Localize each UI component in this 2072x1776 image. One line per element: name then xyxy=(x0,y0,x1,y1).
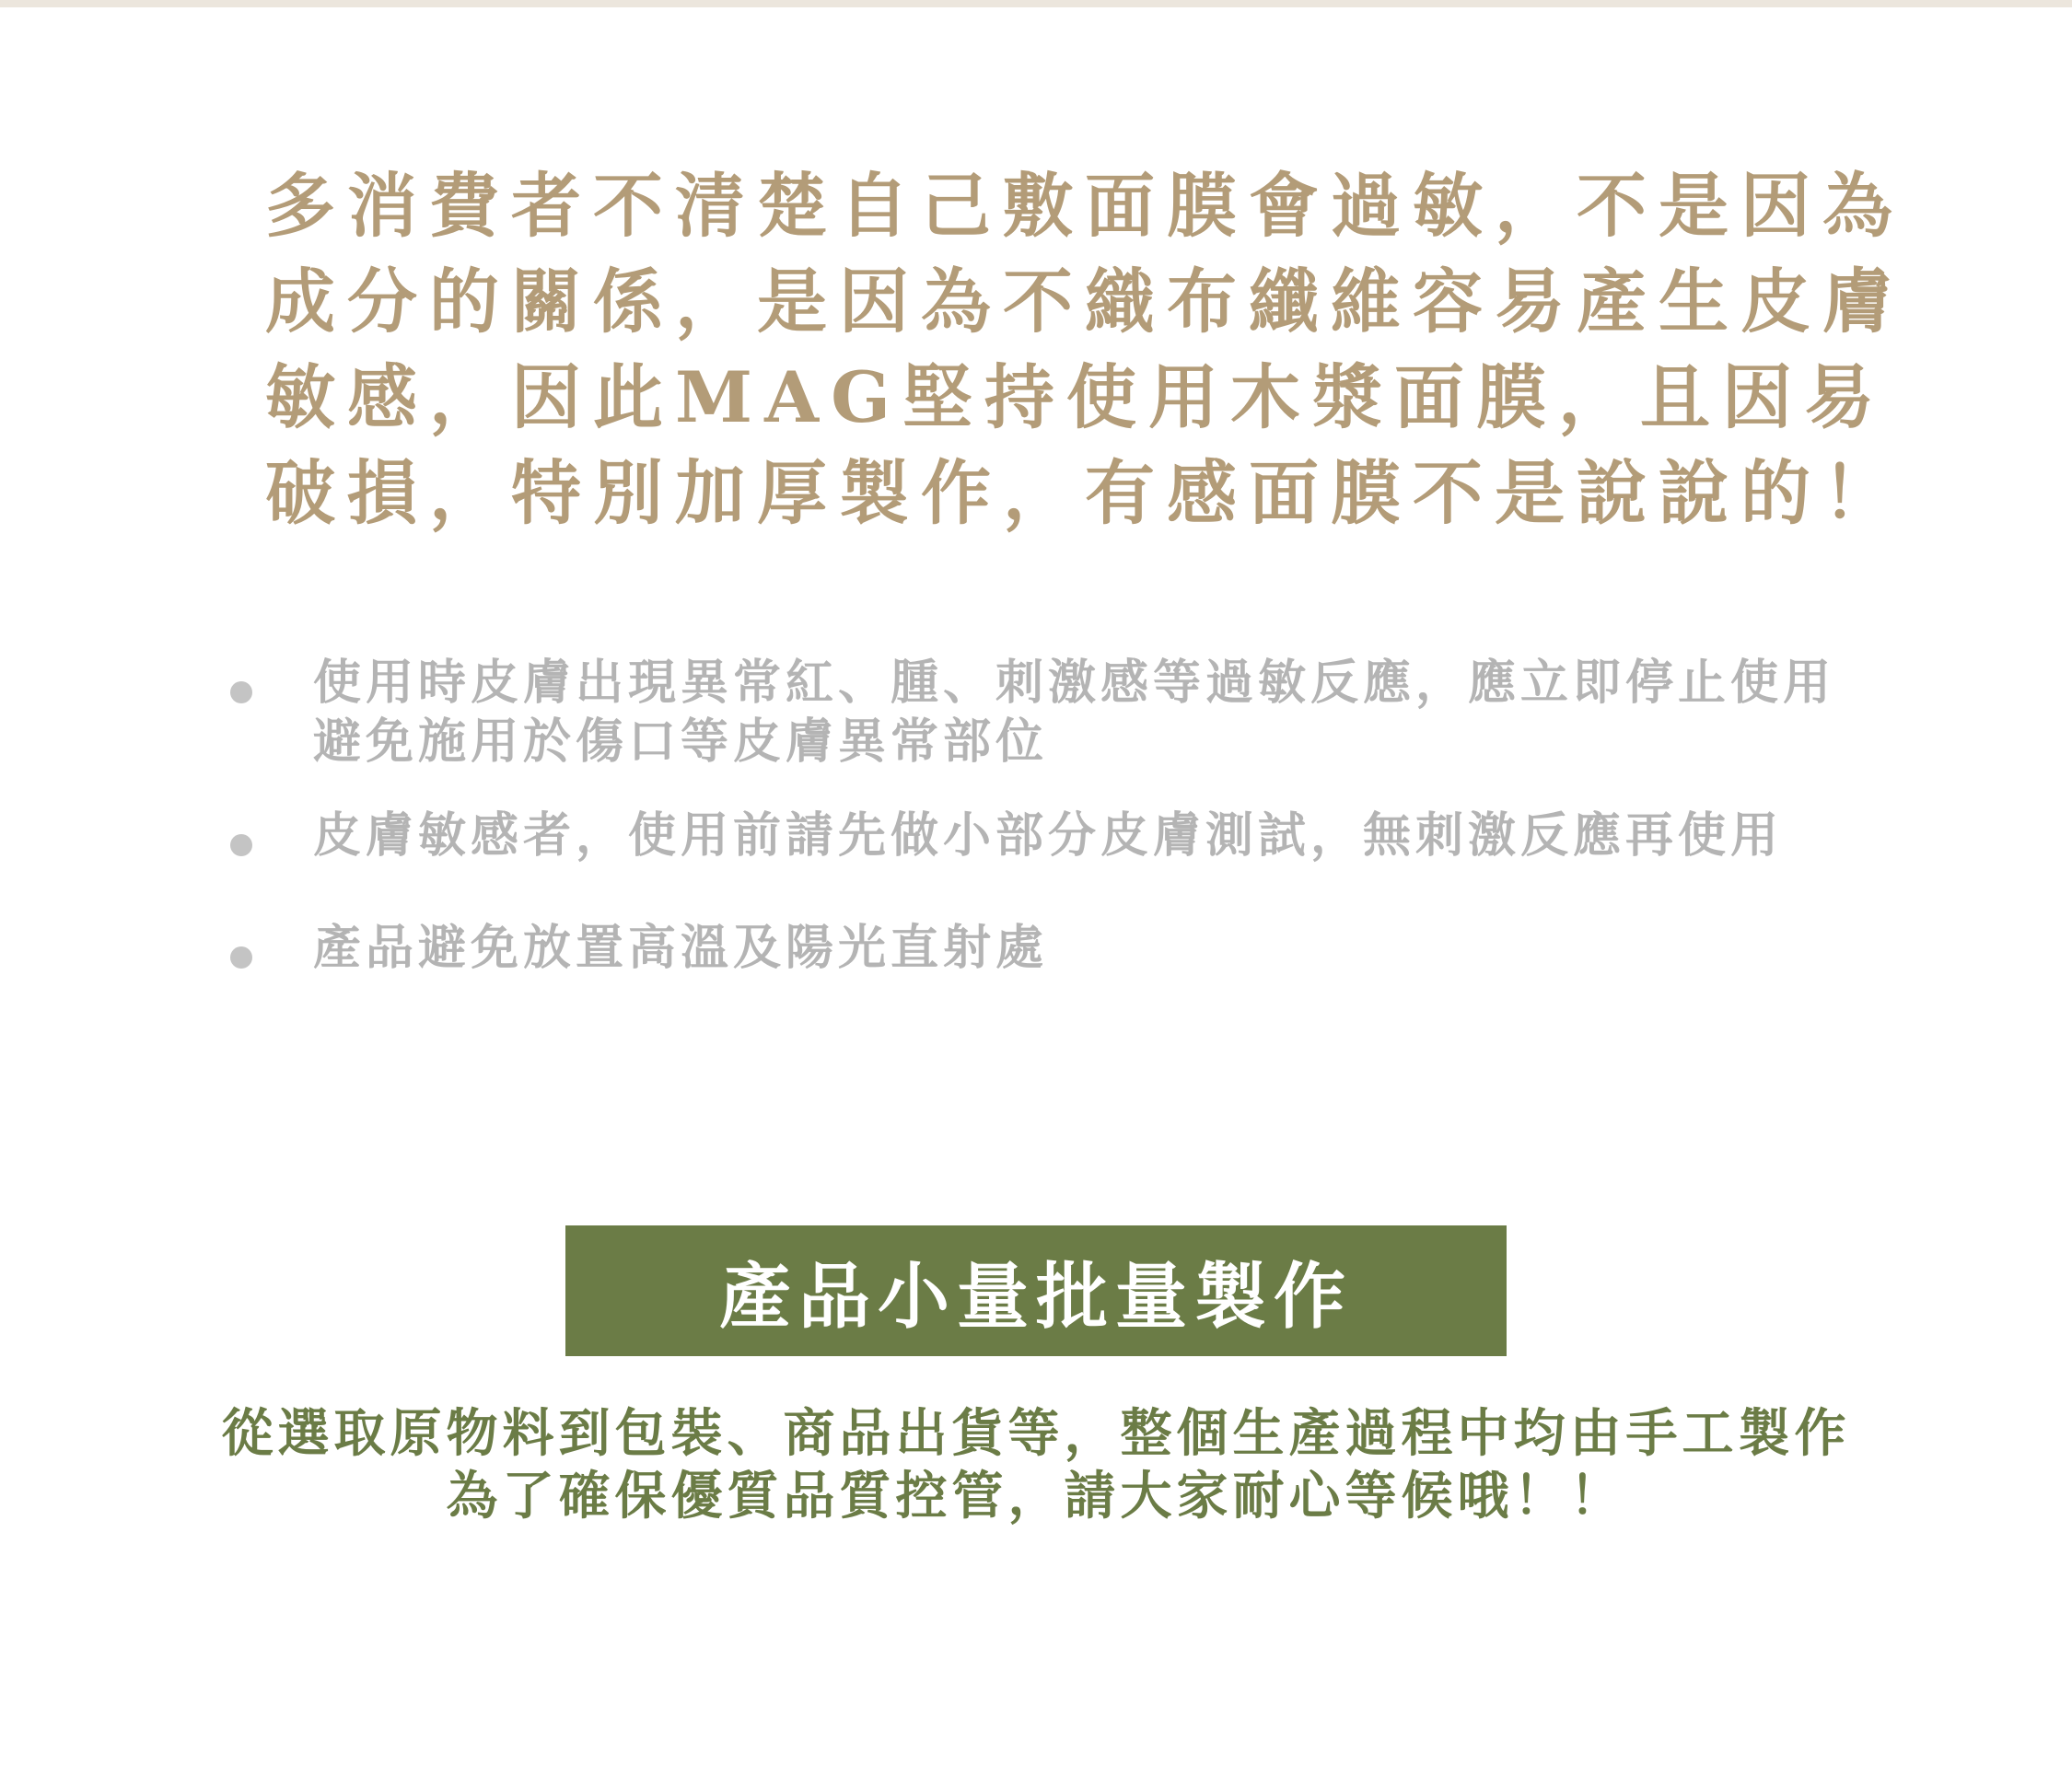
caution-line: 皮膚敏感者，使用前請先做小部分皮膚測試，無刺激反應再使用 xyxy=(313,807,1784,864)
caution-line: 使用時皮膚出現異常紅、腫、刺激感等過敏反應，應立即停止使用 xyxy=(313,655,1836,711)
top-divider-bar xyxy=(0,0,2072,7)
intro-paragraph xyxy=(265,158,1904,541)
process-description xyxy=(0,1402,2072,1527)
banner-title: 產品小量批量製作 xyxy=(718,1255,1353,1339)
intro-line: 成分的關係，是因為不織布纖維容易產生皮膚 xyxy=(265,261,1904,342)
section-banner xyxy=(565,1225,1507,1356)
intro-line: 破損，特別加厚製作，有感面膜不是說說的！ xyxy=(265,452,1904,534)
intro-line: 敏感，因此MAG堅持使用木漿面膜，且因易 xyxy=(265,356,1886,438)
process-line: 為了確保優質品質控管，請大家耐心等候哦！！ xyxy=(446,1466,1626,1526)
process-line: 從選取原物料到包裝、商品出貨等，整個生產過程中均由手工製作 xyxy=(221,1403,1851,1464)
bullet-dot-icon xyxy=(230,834,252,856)
bullet-dot-icon xyxy=(230,946,252,969)
caution-text xyxy=(313,919,1879,978)
caution-text xyxy=(313,654,1879,772)
caution-line: 避免施用於傷口等皮膚異常部位 xyxy=(313,714,1049,770)
intro-line: 多消費者不清楚自己敷面膜會過敏，不是因為 xyxy=(265,165,1904,247)
caution-text xyxy=(313,807,1879,865)
bullet-dot-icon xyxy=(230,681,252,703)
caution-line: 產品避免放置高溫及陽光直射處 xyxy=(313,920,1049,976)
